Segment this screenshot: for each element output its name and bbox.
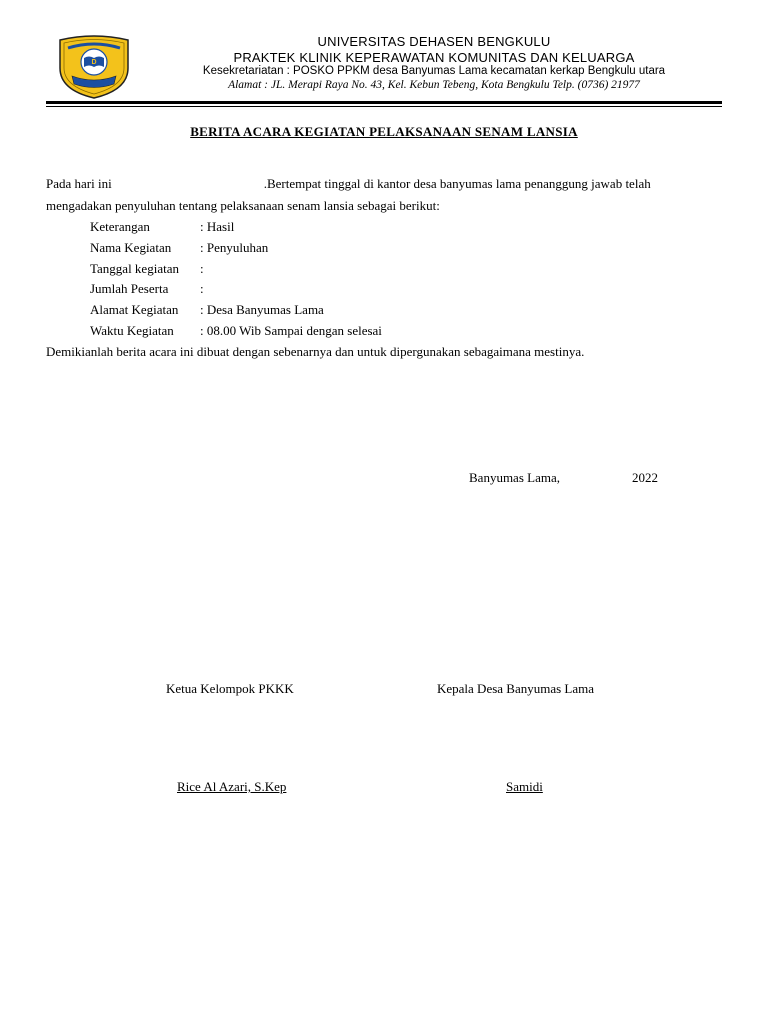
document-title: BERITA ACARA KEGIATAN PELAKSANAAN SENAM LANSIA: [190, 124, 578, 139]
opening-line-2: mengadakan penyuluhan tentang pelaksanaan senam lansia sebagai berikut:: [46, 198, 440, 213]
svg-text:D: D: [91, 59, 97, 66]
detail-row: [90, 281, 382, 302]
detail-value: : Desa Banyumas Lama: [200, 302, 324, 318]
detail-value: : 08.00 Wib Sampai dengan selesai: [200, 322, 382, 338]
right-signatory-title: Kepala Desa Banyumas Lama: [437, 681, 595, 696]
right-signatory-name: Samidi: [506, 779, 543, 794]
program-name: PRAKTEK KLINIK KEPERAWATAN KOMUNITAS DAN KELUARGA: [233, 49, 635, 65]
detail-label: Jumlah Peserta: [90, 281, 169, 297]
opening-suffix: .Bertempat tinggal di kantor desa banyumas lama penanggung jawab telah: [263, 176, 651, 191]
detail-label: Alamat Kegiatan: [90, 302, 179, 318]
letterhead-divider-thin: [46, 106, 722, 107]
university-name: UNIVERSITAS DEHASEN BENGKULU: [317, 34, 551, 49]
closing-statement: Demikianlah berita acara ini dibuat dengan sebenarnya dan untuk dipergunakan sebagaimana mestinya.: [46, 344, 585, 359]
detail-label: Keterangan: [90, 219, 150, 234]
letterhead: [140, 34, 728, 93]
address-line: Alamat : JL. Merapi Raya No. 43, Kel. Kebun Tebeng, Kota Bengkulu Telp. (0736) 21977: [228, 78, 640, 91]
detail-label: Nama Kegiatan: [90, 239, 172, 255]
detail-row: [90, 323, 382, 344]
university-crest-icon: [54, 34, 134, 100]
letterhead-divider-thick: [46, 101, 722, 104]
details-list: [90, 219, 382, 344]
detail-value: :: [200, 281, 204, 297]
detail-row: [90, 240, 382, 261]
left-signatory-name: Rice Al Azari, S.Kep: [177, 779, 287, 794]
detail-label: Tanggal kegiatan: [90, 260, 179, 276]
signature-place: Banyumas Lama,: [469, 470, 560, 485]
detail-value: : Penyuluhan: [200, 239, 269, 255]
detail-row: [90, 219, 382, 240]
detail-row: [90, 302, 382, 323]
left-signatory-title: Ketua Kelompok PKKK: [166, 681, 294, 696]
opening-prefix: Pada hari ini: [46, 176, 112, 191]
detail-row: [90, 261, 382, 282]
detail-value: :: [200, 260, 204, 276]
secretariat-line: Kesekretariatan : POSKO PPKM desa Banyumas Lama kecamatan kerkap Bengkulu utara: [202, 65, 666, 78]
opening-line-1: [46, 176, 722, 192]
signature-year: 2022: [632, 470, 658, 485]
detail-label: Waktu Kegiatan: [90, 322, 174, 338]
university-logo: [54, 34, 134, 100]
detail-value: : Hasil: [200, 219, 235, 234]
